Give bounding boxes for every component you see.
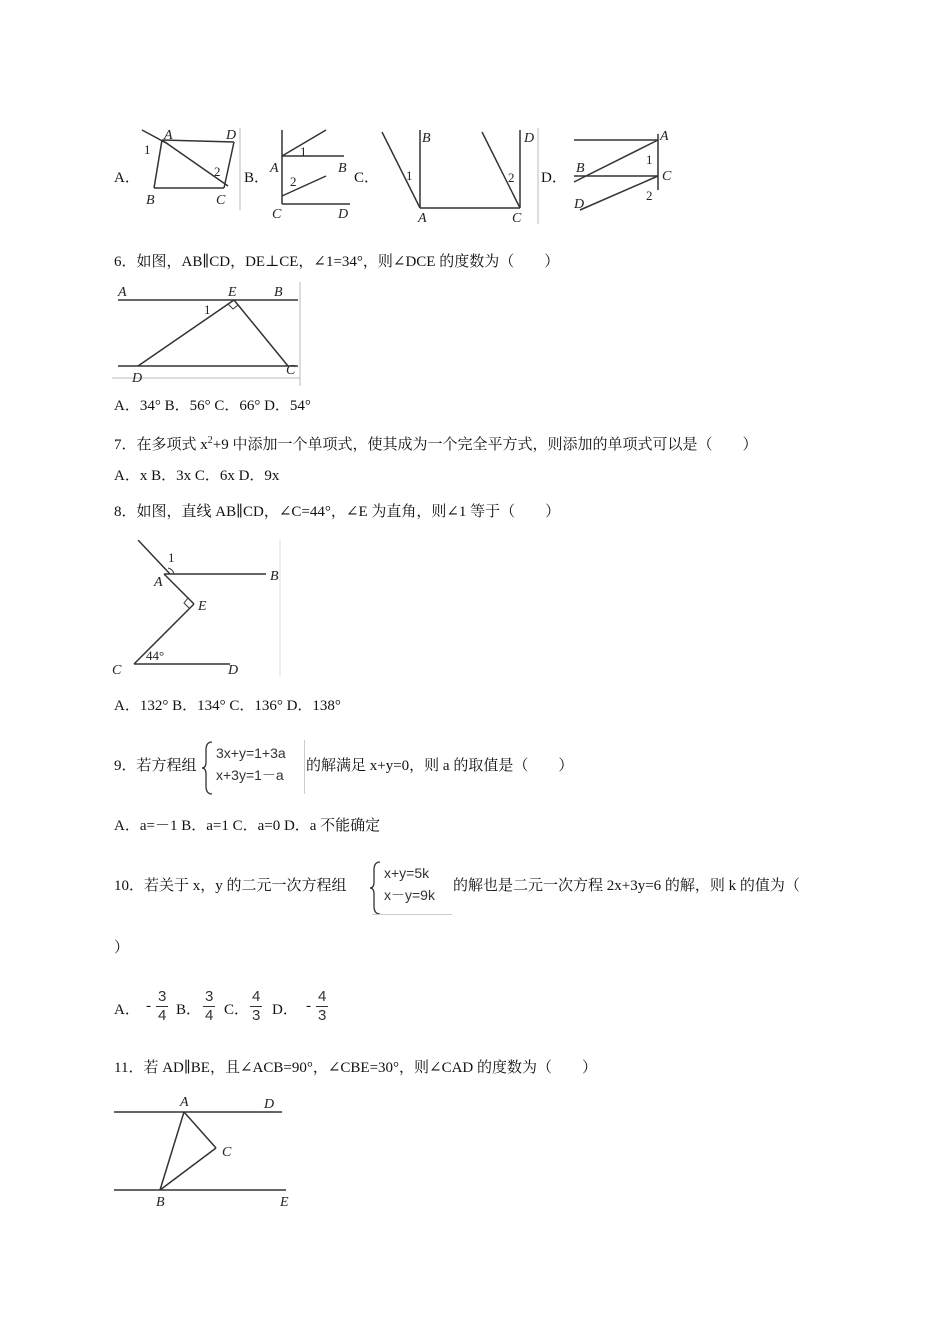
q5-option-b-label: B． [244,170,270,186]
q8-point-c: C [112,663,122,678]
q5-figure-c [378,128,540,224]
q6-angle-1: 1 [204,302,211,317]
q7-stem-pre: 7．在多项式 x [114,437,208,453]
q8-angle-1: 1 [168,550,175,565]
q10-option-d-num: 4 [318,988,327,1005]
q6-point-c: C [286,363,296,378]
q11-point-c: C [222,1145,232,1160]
q11-point-e: E [280,1195,289,1210]
q5-figure-a [136,128,242,210]
q10-option-b-label: B． [176,1002,202,1018]
q5d-point-a: A [660,129,669,144]
q8-angle-c: 44° [146,648,165,663]
q9-brace [202,740,214,796]
q11-point-b: B [156,1195,165,1210]
q5b-point-b: B [338,161,347,176]
q10-stem-post: 的解也是二元一次方程 2x+3y=6 的解，则 k 的值为（ [453,878,800,894]
q6-point-e: E [228,285,237,300]
q6-point-d: D [132,371,143,386]
q7-stem-post: +9 中添加一个单项式，使其成为一个完全平方式，则添加的单项式可以是（ ） [212,437,758,453]
q9-options: A．a=－1 B．a=1 C．a=0 D．a 不能确定 [114,818,381,834]
q8-figure [110,540,286,680]
q7-stem [114,431,757,455]
q9-eq2: x+3y=1－a [216,767,284,783]
q9-stem-post: 的解满足 x+y=0，则 a 的取值是（ ） [306,758,574,774]
q5d-angle-2: 2 [646,188,653,203]
q5a-angle-2: 2 [214,164,221,179]
q5d-point-b: B [576,161,585,176]
q10-stem-wrap: ） [114,940,130,956]
q5-option-a-label: A． [114,170,140,186]
q10-option-d-sign: - [306,998,311,1014]
q5-option-c-label: C． [354,170,380,186]
q5-figure-b [266,128,354,220]
q9-edge [304,740,305,794]
q6-point-b: B [274,285,283,300]
q9-system [216,742,286,786]
q11-point-d: D [264,1097,275,1112]
q5b-angle-1: 1 [300,144,307,159]
q7-options: A．x B．3x C．6x D．9x [114,468,280,484]
q5a-point-d: D [226,128,237,143]
q10-option-c-num: 4 [252,988,261,1005]
q9-stem-pre: 9．若方程组 [114,758,197,774]
q5c-point-c: C [512,211,522,224]
q5a-point-c: C [216,193,226,208]
q8-stem: 8．如图，直线 AB∥CD，∠C=44°，∠E 为直角，则∠1 等于（ ） [114,504,561,520]
q8-point-a: A [154,575,163,590]
q6-figure [112,282,302,386]
q11-stem: 11．若 AD∥BE，且∠ACB=90°，∠CBE=30°，则∠CAD 的度数为（ ） [114,1060,598,1076]
q5a-point-a: A [164,128,173,143]
q10-option-b-den: 4 [205,1007,214,1024]
q10-option-c-fraction [250,988,262,1025]
q10-option-b-num: 3 [205,988,214,1005]
q5b-point-c: C [272,207,282,220]
q10-eq1: x+y=5k [384,865,430,881]
q10-option-d-den: 3 [318,1007,327,1024]
q5a-point-b: B [146,193,155,208]
q5c-angle-2: 2 [508,170,515,185]
q5c-point-a: A [418,211,427,224]
q8-point-b: B [270,569,279,584]
q10-option-c-label: C． [224,1002,250,1018]
q5d-angle-1: 1 [646,152,653,167]
q9-eq1: 3x+y=1+3a [216,745,286,761]
q10-option-b-fraction [203,988,215,1025]
q10-eq2: x－y=9k [384,887,435,903]
q5d-point-d: D [574,197,585,212]
q11-figure [110,1092,296,1210]
q10-option-a-fraction [156,988,168,1025]
q8-point-d: D [228,663,239,678]
q10-option-a-num: 3 [158,988,167,1005]
q5d-point-c: C [662,169,672,184]
q5b-angle-2: 2 [290,174,297,189]
q5c-angle-1: 1 [406,168,413,183]
q10-brace [370,860,382,916]
q10-option-a-sign: - [146,998,151,1014]
q10-stem-pre: 10．若关于 x，y 的二元一次方程组 [114,878,347,894]
q5-figure-d [566,126,678,214]
q11-point-a: A [180,1095,189,1110]
q6-point-a: A [118,285,127,300]
q10-option-d-label: D． [272,1002,298,1018]
q10-option-d-fraction [316,988,328,1025]
q5b-point-d: D [338,207,349,220]
q5b-point-a: A [270,161,279,176]
q10-edge [372,914,452,915]
q10-option-a-den: 4 [158,1007,167,1024]
q7-sup: 2 [207,435,213,446]
q6-options: A．34° B．56° C．66° D．54° [114,398,311,414]
q10-option-a-label: A． [114,1002,140,1018]
q5c-point-d: D [524,131,535,146]
q10-option-c-den: 3 [252,1007,261,1024]
q8-options: A．132° B．134° C．136° D．138° [114,698,341,714]
q10-system [384,862,435,906]
q5-option-d-label: D． [541,170,567,186]
q8-point-e: E [198,599,207,614]
q5a-angle-1: 1 [144,142,151,157]
q6-stem: 6．如图，AB∥CD，DE⊥CE，∠1=34°，则∠DCE 的度数为（ ） [114,254,560,270]
q5c-point-b: B [422,131,431,146]
